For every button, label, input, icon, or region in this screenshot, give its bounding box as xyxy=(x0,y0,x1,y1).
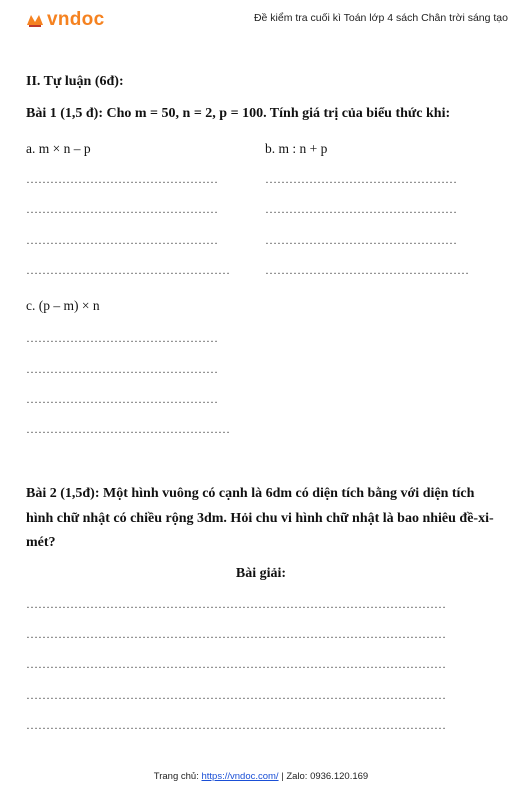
answer-line-b2[interactable]: ………………………………………… xyxy=(265,202,457,216)
solution-line-2[interactable]: …………………………………………………………………………………………… xyxy=(26,627,446,641)
answer-line-a4[interactable]: …………………………………………… xyxy=(26,263,230,277)
section-heading: II. Tự luận (6đ): xyxy=(26,74,124,89)
solution-line-1[interactable]: …………………………………………………………………………………………… xyxy=(26,597,446,611)
answer-line-c3[interactable]: ………………………………………… xyxy=(26,392,218,406)
solution-line-5[interactable]: …………………………………………………………………………………………… xyxy=(26,718,446,732)
vndoc-logo[interactable] xyxy=(25,8,104,32)
footer-contact: | Zalo: 0936.120.169 xyxy=(278,771,369,782)
bai2-line2: hình chữ nhật có chiều rộng 3dm. Hỏi chu vi hình chữ nhật là bao nhiêu đề-xi- xyxy=(26,511,494,526)
bai1-c-label: c. (p – m) × n xyxy=(26,298,100,313)
bai2-line1: Bài 2 (1,5đ): Một hình vuông có cạnh là 6dm có diện tích bằng với diện tích xyxy=(26,486,475,501)
solution-line-3[interactable]: …………………………………………………………………………………………… xyxy=(26,657,446,671)
answer-line-b3[interactable]: ………………………………………… xyxy=(265,233,457,247)
logo-text: vndoc xyxy=(47,9,105,30)
footer-homepage-link[interactable]: https://vndoc.com/ xyxy=(201,771,279,782)
answer-line-c2[interactable]: ………………………………………… xyxy=(26,362,218,376)
footer-prefix: Trang chủ: xyxy=(153,771,202,782)
answer-line-c1[interactable]: ………………………………………… xyxy=(26,331,218,345)
answer-line-a3[interactable]: ………………………………………… xyxy=(26,233,218,247)
vndoc-logo-icon xyxy=(25,11,45,29)
answer-line-a2[interactable]: ………………………………………… xyxy=(26,202,218,216)
document-title: Đề kiểm tra cuối kì Toán lớp 4 sách Chân trời sáng tạo xyxy=(253,12,508,24)
bai1-title: Bài 1 (1,5 đ): Cho m = 50, n = 2, p = 100. Tính giá trị của biểu thức khi: xyxy=(26,106,451,121)
answer-line-c4[interactable]: …………………………………………… xyxy=(26,422,230,436)
bai1-a-label: a. m × n – p xyxy=(26,141,91,156)
answer-line-a1[interactable]: ………………………………………… xyxy=(26,172,218,186)
solution-heading: Bài giải: xyxy=(235,566,287,581)
answer-line-b1[interactable]: ………………………………………… xyxy=(265,172,457,186)
solution-line-4[interactable]: …………………………………………………………………………………………… xyxy=(26,688,446,702)
footer xyxy=(0,771,522,782)
bai2-line3: mét? xyxy=(26,535,56,550)
answer-line-b4[interactable]: …………………………………………… xyxy=(265,263,469,277)
bai1-b-label: b. m : n + p xyxy=(265,141,328,156)
